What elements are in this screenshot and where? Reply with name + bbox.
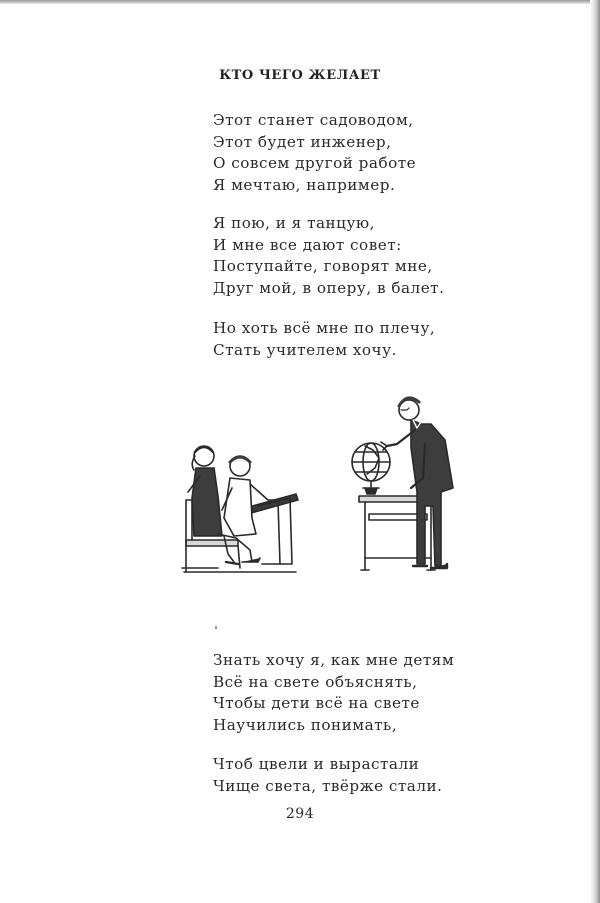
stanza-3 bbox=[213, 318, 435, 361]
stanza-2 bbox=[213, 213, 444, 299]
verse-line: Я мечтаю, например. bbox=[213, 175, 396, 194]
verse-line: Научились понимать, bbox=[213, 715, 398, 734]
verse-line: О совсем другой работе bbox=[213, 154, 417, 172]
page-top-edge bbox=[0, 0, 600, 4]
verse-line: Но хоть всё мне по плечу, bbox=[213, 319, 436, 337]
verse-line: Этот будет инженер, bbox=[213, 132, 392, 151]
verse-line: Поступайте, говорят мне, bbox=[213, 257, 433, 275]
verse-line: Этот станет садоводом, bbox=[213, 111, 414, 129]
verse-line: Чтоб цвели и вырастали bbox=[213, 755, 420, 773]
verse-line: Чтобы дети всё на свете bbox=[213, 694, 420, 712]
children-at-desk-illustration bbox=[178, 438, 303, 582]
stanza-5 bbox=[213, 754, 442, 797]
page-number: 294 bbox=[285, 806, 315, 822]
teacher-with-globe-illustration bbox=[345, 388, 480, 582]
verse-line: Всё на свете объяснять, bbox=[213, 672, 418, 691]
verse-line: Друг мой, в оперу, в балет. bbox=[213, 278, 445, 297]
print-speck bbox=[215, 626, 217, 629]
verse-line: И мне все дают совет: bbox=[213, 235, 402, 254]
verse-line: Я пою, и я танцую, bbox=[213, 214, 375, 232]
page-right-edge bbox=[590, 0, 600, 903]
poem-title: КТО ЧЕГО ЖЕЛАЕТ bbox=[219, 68, 381, 83]
verse-line: Стать учителем хочу. bbox=[213, 340, 397, 359]
stanza-1 bbox=[213, 110, 416, 196]
verse-line: Знать хочу я, как мне детям bbox=[213, 651, 455, 669]
stanza-4 bbox=[213, 650, 454, 736]
verse-line: Чище света, твёрже стали. bbox=[213, 776, 443, 795]
